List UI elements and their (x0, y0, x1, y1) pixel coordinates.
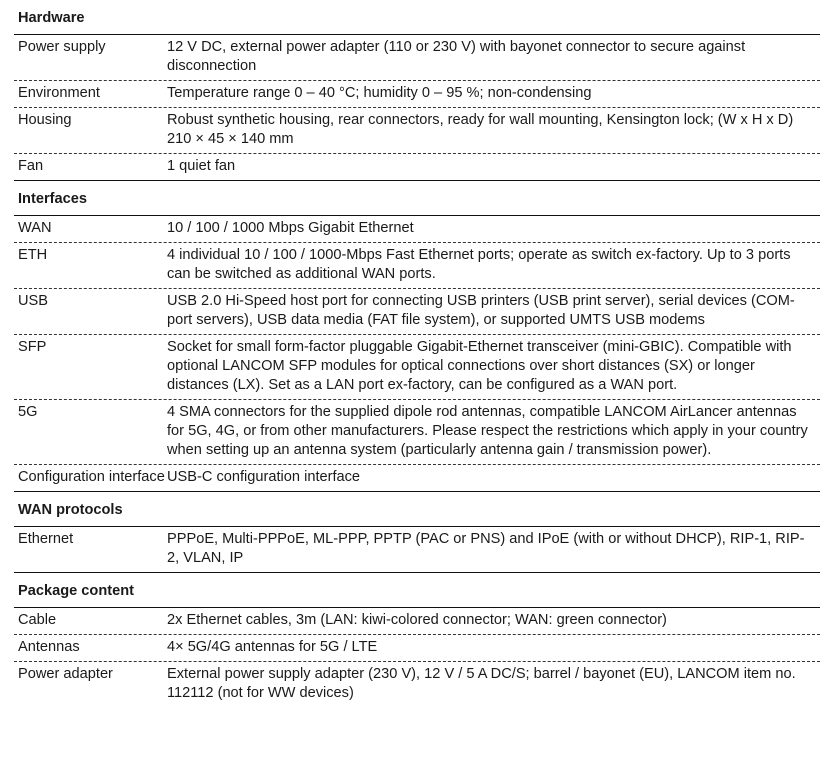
row-value: Socket for small form-factor pluggable Gigabit-Ethernet transceiver (mini-GBIC). Compatible with optional LANCOM SFP modules for optical connections over short distances (SX) or longer distances (LX). Set as a LAN port ex-factory, can be configured as a WAN port. (167, 339, 792, 393)
row-value: 2x Ethernet cables, 3m (LAN: kiwi-colored connector; WAN: green connector) (167, 612, 667, 628)
row-label: Environment (18, 85, 100, 101)
row-label: Cable (18, 612, 57, 628)
row-label: Power supply (18, 39, 106, 55)
section-wan-protocols (14, 492, 820, 573)
row-value: 4 SMA connectors for the supplied dipole rod antennas, compatible LANCOM AirLancer antennas for 5G, 4G, or from other manufacturers. Please respect the restrictions which apply in your country when setting up an antenna system (particularly antenna gain / transmission power). (167, 404, 808, 458)
table-row (14, 81, 820, 108)
section-title: Interfaces (14, 181, 820, 216)
table-row (14, 35, 820, 81)
table-row (14, 108, 820, 154)
row-value: Robust synthetic housing, rear connectors, ready for wall mounting, Kensington lock; (W x H x D) 210 × 45 × 140 mm (167, 112, 794, 147)
row-label: 5G (18, 404, 38, 420)
row-label: USB (18, 293, 49, 309)
section-title: Hardware (14, 0, 820, 35)
section-interfaces (14, 181, 820, 492)
row-value: USB-C configuration interface (167, 469, 361, 485)
table-row (14, 400, 820, 465)
row-value: 10 / 100 / 1000 Mbps Gigabit Ethernet (167, 220, 414, 236)
table-row (14, 635, 820, 662)
row-label: Power adapter (18, 666, 113, 682)
row-label: ETH (18, 247, 48, 263)
row-label: Antennas (18, 639, 80, 655)
row-label: WAN (18, 220, 52, 236)
section-title: WAN protocols (14, 492, 820, 527)
row-label: Fan (18, 158, 44, 174)
table-row (14, 465, 820, 492)
row-value: 4× 5G/4G antennas for 5G / LTE (167, 639, 378, 655)
row-value: USB 2.0 Hi-Speed host port for connecting USB printers (USB print server), serial devices (COM-port servers), USB data media (FAT file system), or supported UMTS USB modems (167, 293, 795, 328)
table-row (14, 527, 820, 573)
table-row (14, 662, 820, 707)
table-row (14, 335, 820, 400)
row-value: 4 individual 10 / 100 / 1000-Mbps Fast Ethernet ports; operate as switch ex-factory. Up to 3 ports can be switched as additional WAN ports. (167, 247, 791, 282)
row-value: External power supply adapter (230 V), 12 V / 5 A DC/S; barrel / bayonet (EU), LANCOM item no. 112112 (not for WW devices) (167, 666, 796, 701)
row-value: PPPoE, Multi-PPPoE, ML-PPP, PPTP (PAC or PNS) and IPoE (with or without DHCP), RIP-1, RIP-2, VLAN, IP (167, 531, 805, 566)
table-row (14, 154, 820, 181)
section-title: Package content (14, 573, 820, 608)
table-row (14, 608, 820, 635)
row-label: Configuration interface (18, 469, 165, 485)
row-label: SFP (18, 339, 47, 355)
row-label: Ethernet (18, 531, 74, 547)
section-hardware (14, 0, 820, 181)
section-package-content (14, 573, 820, 707)
row-label: Housing (18, 112, 72, 128)
table-row (14, 243, 820, 289)
row-value: 12 V DC, external power adapter (110 or 230 V) with bayonet connector to secure against disconnection (167, 39, 746, 74)
table-row (14, 289, 820, 335)
row-value: Temperature range 0 – 40 °C; humidity 0 – 95 %; non-condensing (167, 85, 592, 101)
table-row (14, 216, 820, 243)
row-value: 1 quiet fan (167, 158, 236, 174)
